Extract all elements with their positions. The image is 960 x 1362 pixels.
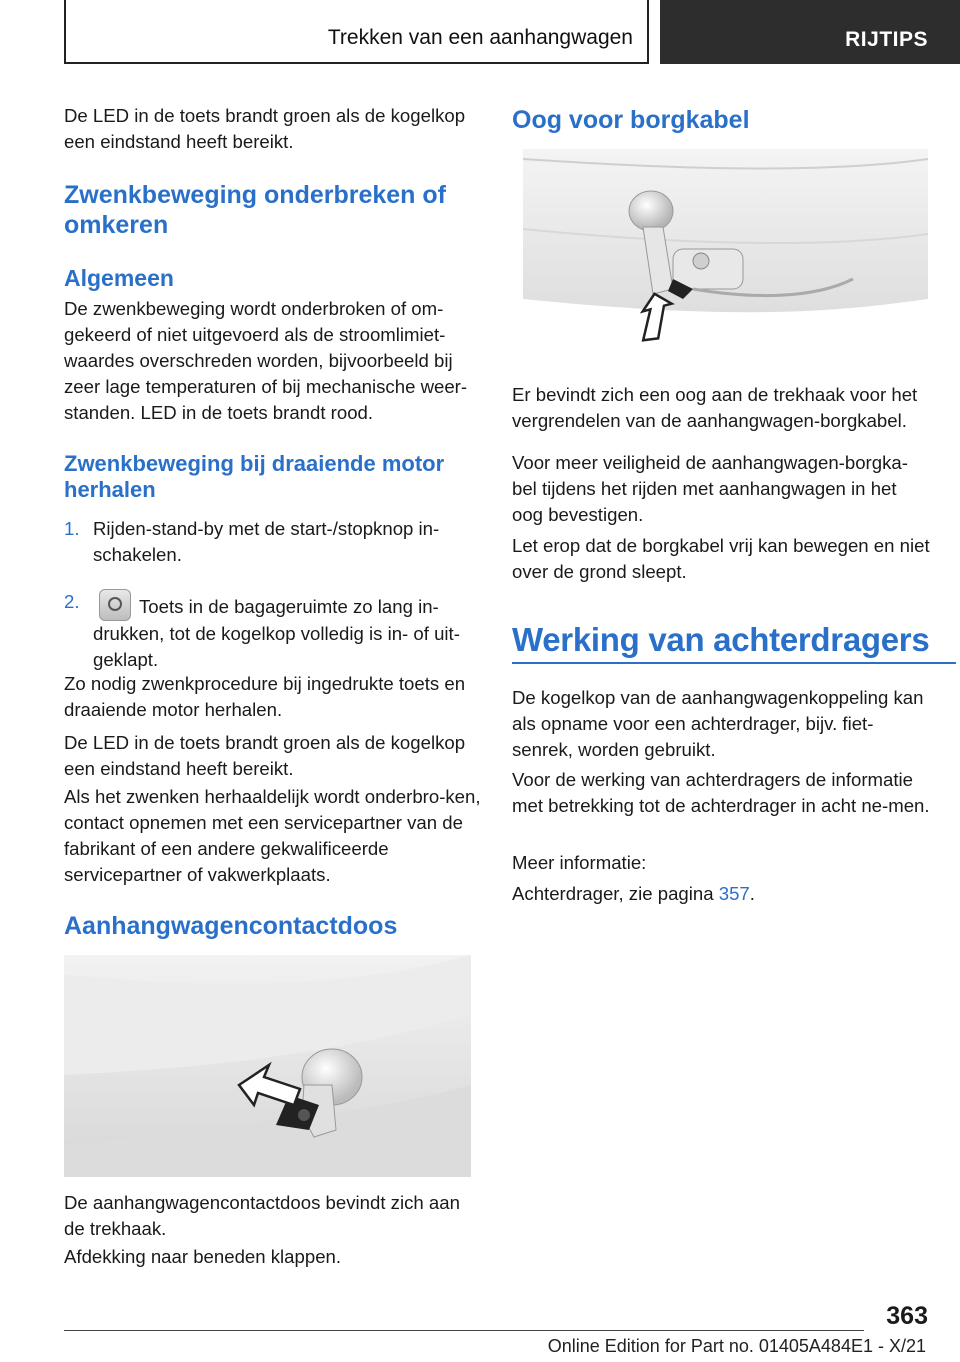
trailer-socket-illustration (64, 955, 471, 1177)
footer-rule (64, 1330, 864, 1331)
eye-paragraph-3: Let erop dat de borgkabel vrij kan bewegen en niet over de grond sleept. (512, 535, 930, 582)
list-text: Rijden-stand-by met de start-/stopknop in-schakelen. (93, 518, 440, 565)
repeat-paragraph: Zo nodig zwenkprocedure bij ingedrukte toets en draaiende motor herhalen. (64, 673, 466, 720)
heading-repeat: Zwenkbeweging bij draaiende motor herhalen (64, 451, 445, 502)
heading-general: Algemeen (64, 265, 174, 291)
heading-interrupt: Zwenkbeweging onderbreken of omkeren (64, 181, 446, 239)
list-item (64, 516, 482, 568)
heading-socket: Aanhangwagencontactdoos (64, 912, 398, 940)
carriers-paragraph-1: De kogelkop van de aanhangwagenkoppeling kan als opname voor een achterdrager, bijv. fiet-senrek, worden gebruikt. (512, 687, 924, 760)
section-title-text: Trekken van een aanhangwagen (327, 26, 633, 49)
carriers-paragraph-2: Voor de werking van achterdragers de informatie met betrekking tot de achterdrager in acht ne-men. (512, 769, 930, 816)
list-text-wrap (93, 589, 482, 673)
chapter-tab[interactable] (660, 0, 960, 64)
list-number: 2. (64, 591, 80, 612)
led-paragraph: De LED in de toets brandt groen als de kogelkop een eindstand heeft bereikt. (64, 732, 466, 779)
heading-rule (512, 662, 956, 664)
list-item (64, 589, 482, 673)
cross-reference-label: Achterdrager, zie pagina (512, 883, 719, 904)
footer-edition: Online Edition for Part no. 01405A484E1 - X/21 (547, 1336, 926, 1356)
chapter-tab-label: RIJTIPS (845, 28, 928, 51)
more-info-label: Meer informatie: (512, 852, 647, 873)
general-paragraph: De zwenkbeweging wordt onderbroken of om-gekeerd of niet uitgevoerd als de stroomlimiet-waardes overschreden worden, bijvoorbeeld bij zeer lage temperaturen of bij mechanische weer-standen. LED in de toets brandt rood. (64, 298, 468, 423)
eye-paragraph-2: Voor meer veiligheid de aanhangwagen-borgka-bel tijdens het rijden met aanhangwagen in het oog bevestigen. (512, 452, 908, 525)
trailer-socket-photo (64, 955, 471, 1177)
socket-cover-text: Afdekking naar beneden klappen. (64, 1246, 342, 1267)
service-paragraph: Als het zwenken herhaaldelijk wordt onderbro-ken, contact opnemen met een servicepartner van de fabrikant of een andere gekwalificeerde servicepartner of vakwerkplaats. (64, 786, 481, 885)
cross-reference-link[interactable]: 357 (718, 883, 750, 904)
intro-paragraph: De LED in de toets brandt groen als de kogelkop een eindstand heeft bereikt. (64, 105, 466, 152)
list-number: 1. (64, 518, 80, 539)
socket-caption: De aanhangwagencontactdoos bevindt zich aan de trekhaak. (64, 1192, 460, 1239)
heading-eye: Oog voor borgkabel (512, 106, 750, 134)
list-text: Toets in de bagageruimte zo lang in-drukken, tot de kogelkop volledig is in- of uit-geklapt. (93, 596, 460, 670)
cross-reference (512, 881, 932, 907)
eye-paragraph-1: Er bevindt zich een oog aan de trekhaak voor het vergrendelen van de aanhangwagen-borgkabel. (512, 384, 918, 431)
tow-hitch-eye-illustration (523, 149, 928, 371)
tow-hitch-button-icon (99, 589, 131, 621)
tow-hitch-eye-photo (523, 149, 928, 371)
section-title (64, 0, 649, 64)
page-number: 363 (886, 1302, 928, 1330)
heading-carriers: Werking van achterdragers (512, 621, 930, 658)
cross-reference-end: . (749, 883, 755, 904)
